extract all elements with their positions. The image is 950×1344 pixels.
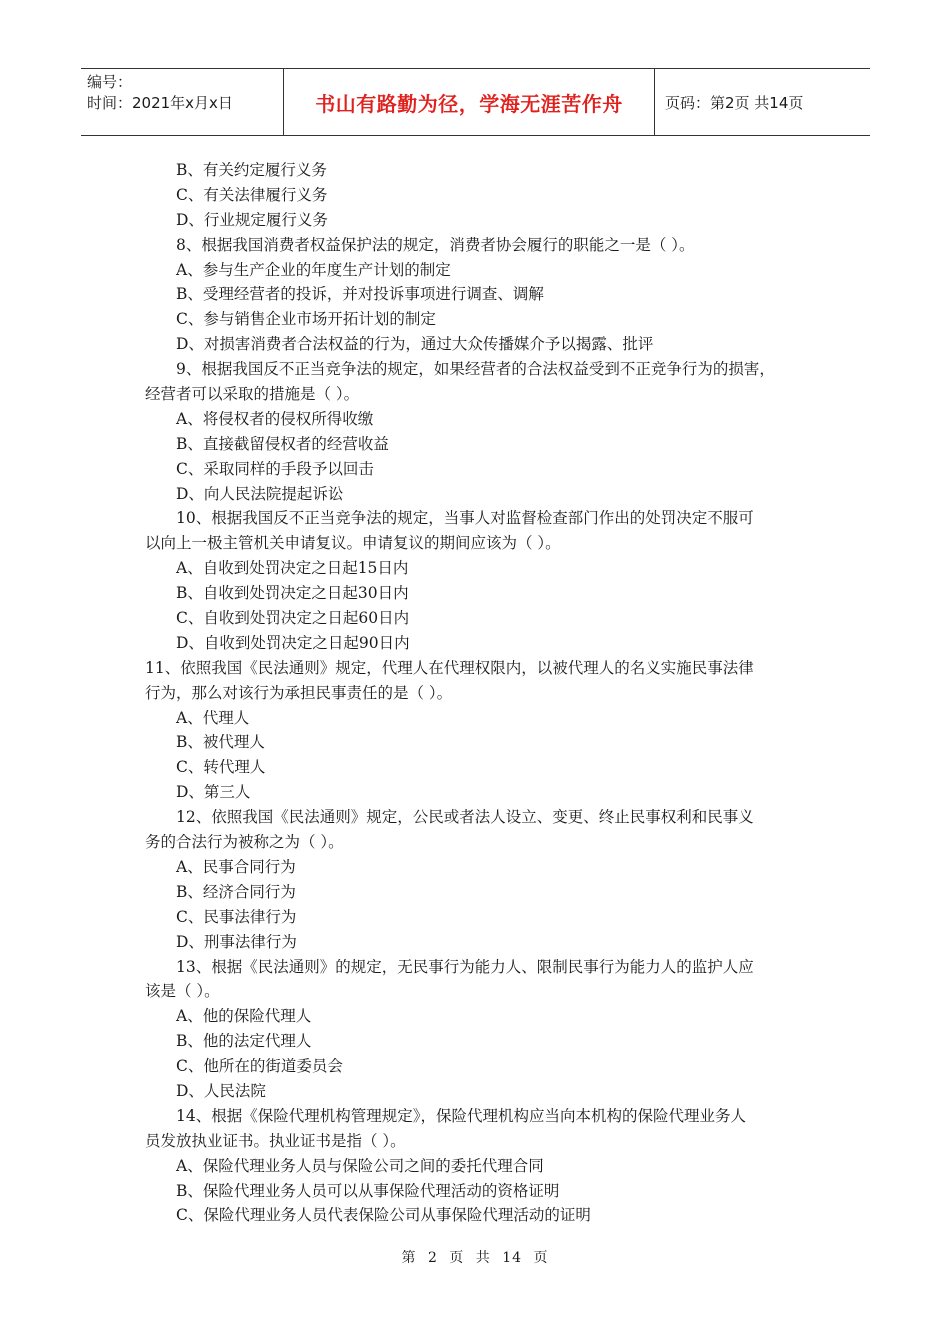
question-text: 经营者可以采取的措施是（ ）。 bbox=[145, 385, 360, 404]
answer-option: B、有关约定履行义务 bbox=[176, 161, 327, 179]
answer-option: D、向人民法院提起诉讼 bbox=[176, 484, 344, 503]
page-header bbox=[81, 68, 870, 136]
answer-option: D、自收到处罚决定之日起90日内 bbox=[176, 633, 410, 652]
question-text: 行为，那么对该行为承担民事责任的是（ ）。 bbox=[145, 683, 453, 702]
answer-option: C、采取同样的手段予以回击 bbox=[176, 459, 374, 478]
answer-option: C、自收到处罚决定之日起60日内 bbox=[176, 609, 410, 628]
header-meta bbox=[81, 69, 283, 135]
time-label: 时间：2021年x月x日 bbox=[87, 94, 233, 112]
question-text: 务的合法行为被称之为（ ）。 bbox=[145, 833, 344, 852]
answer-option: D、行业规定履行义务 bbox=[176, 210, 328, 229]
answer-option: C、有关法律履行义务 bbox=[176, 185, 328, 204]
answer-option: B、他的法定代理人 bbox=[176, 1032, 312, 1051]
question-text: 员发放执业证书。执业证书是指（ ）。 bbox=[145, 1131, 406, 1150]
answer-option: C、转代理人 bbox=[176, 758, 266, 777]
answer-option: B、经济合同行为 bbox=[176, 882, 296, 901]
answer-option: A、自收到处罚决定之日起15日内 bbox=[176, 559, 409, 578]
answer-option: A、将侵权者的侵权所得收缴 bbox=[176, 409, 374, 428]
page-footer: 第 2 页 共 14 页 bbox=[401, 1250, 549, 1266]
question-text: 10、根据我国反不正当竞争法的规定，当事人对监督检查部门作出的处罚决定不服可 bbox=[176, 509, 754, 528]
question-text: 8、根据我国消费者权益保护法的规定，消费者协会履行的职能之一是（ ）。 bbox=[176, 235, 695, 254]
number-label: 编号： bbox=[87, 73, 133, 91]
header-motto: 书山有路勤为径，学海无涯苦作舟 bbox=[283, 69, 655, 135]
answer-option: A、代理人 bbox=[176, 708, 250, 727]
answer-option: A、参与生产企业的年度生产计划的制定 bbox=[176, 260, 451, 279]
answer-option: D、刑事法律行为 bbox=[176, 932, 297, 951]
answer-option: A、民事合同行为 bbox=[176, 857, 296, 876]
answer-option: D、对损害消费者合法权益的行为，通过大众传播媒介予以揭露、批评 bbox=[176, 335, 654, 354]
answer-option: B、直接截留侵权者的经营收益 bbox=[176, 434, 389, 453]
question-text: 14、根据《保险代理机构管理规定》，保险代理机构应当向本机构的保险代理业务人 bbox=[176, 1106, 746, 1125]
answer-option: B、保险代理业务人员可以从事保险代理活动的资格证明 bbox=[176, 1181, 560, 1200]
header-page-label: 页码：第2页 共14页 bbox=[665, 93, 804, 112]
answer-option: C、参与销售企业市场开拓计划的制定 bbox=[176, 310, 436, 329]
question-text: 13、根据《民法通则》的规定，无民事行为能力人、限制民事行为能力人的监护人应 bbox=[176, 957, 754, 976]
answer-option: C、民事法律行为 bbox=[176, 907, 297, 926]
question-text: 11、依照我国《民法通则》规定，代理人在代理权限内，以被代理人的名义实施民事法律 bbox=[145, 658, 754, 677]
question-text: 12、依照我国《民法通则》规定，公民或者法人设立、变更、终止民事权利和民事义 bbox=[176, 808, 754, 827]
answer-option: D、人民法院 bbox=[176, 1081, 266, 1100]
answer-option: C、他所在的街道委员会 bbox=[176, 1057, 343, 1076]
answer-option: B、自收到处罚决定之日起30日内 bbox=[176, 584, 409, 603]
answer-option: B、受理经营者的投诉，并对投诉事项进行调查、调解 bbox=[176, 285, 544, 304]
question-text: 9、根据我国反不正当竞争法的规定，如果经营者的合法权益受到不正竞争行为的损害， bbox=[176, 360, 775, 379]
question-text: 该是（ ）。 bbox=[145, 982, 220, 1001]
answer-option: C、保险代理业务人员代表保险公司从事保险代理活动的证明 bbox=[176, 1206, 591, 1225]
answer-option: D、第三人 bbox=[176, 783, 251, 802]
answer-option: B、被代理人 bbox=[176, 733, 265, 752]
answer-option: A、他的保险代理人 bbox=[176, 1007, 312, 1026]
document-body bbox=[145, 158, 825, 1228]
answer-option: A、保险代理业务人员与保险公司之间的委托代理合同 bbox=[176, 1156, 544, 1175]
question-text: 以向上一极主管机关申请复议。申请复议的期间应该为（ ）。 bbox=[145, 534, 561, 553]
